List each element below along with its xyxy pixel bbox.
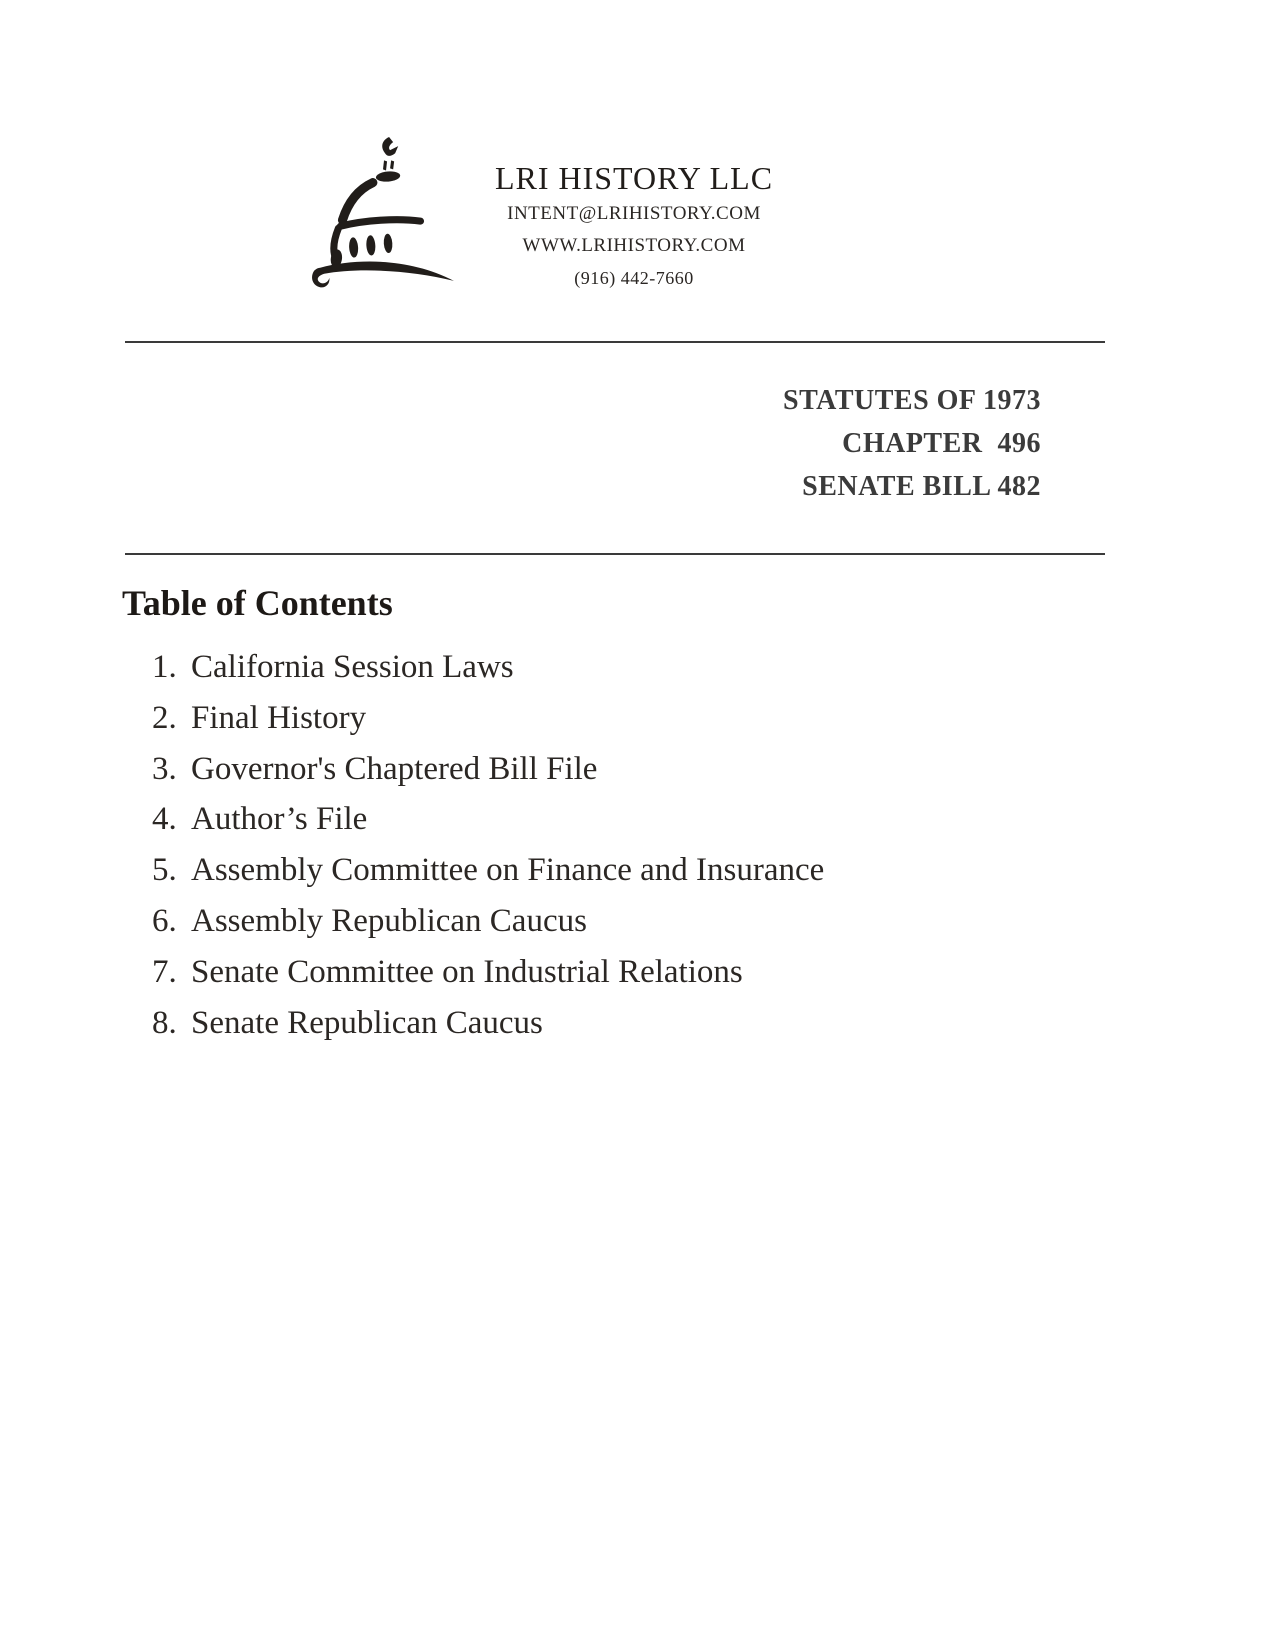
contact-lines <box>495 198 773 294</box>
toc-list <box>152 642 824 1048</box>
toc-item-number: 8. <box>152 1004 177 1041</box>
letterhead <box>495 160 773 294</box>
toc-item <box>152 794 824 845</box>
toc-item <box>152 998 824 1049</box>
toc-item-number: 6. <box>152 902 177 939</box>
toc-item-label: Governor's Chaptered Bill File <box>191 750 598 787</box>
toc-item-number: 4. <box>152 801 177 838</box>
toc-heading: Table of Contents <box>122 583 393 623</box>
toc-item-label: Final History <box>191 699 367 736</box>
toc-item <box>152 896 824 947</box>
phone-line: (916) 442-7660 <box>574 268 694 288</box>
divider-bottom <box>125 553 1105 555</box>
toc-item <box>152 744 824 795</box>
capitol-dome-logo-icon <box>308 136 458 290</box>
email-line: INTENT@LRIHISTORY.COM <box>507 203 761 224</box>
divider-top <box>125 341 1105 343</box>
toc-item <box>152 845 824 896</box>
chapter-line: CHAPTER 496 <box>842 428 1041 459</box>
toc-item <box>152 642 824 693</box>
toc-item-label: Senate Committee on Industrial Relations <box>191 953 743 990</box>
toc-item <box>152 947 824 998</box>
bill-reference-block <box>783 379 1041 508</box>
toc-item-number: 5. <box>152 852 177 889</box>
toc-item-number: 1. <box>152 649 177 685</box>
toc-item-number: 7. <box>152 953 177 990</box>
toc-item-label: California Session Laws <box>191 649 514 685</box>
toc-item-number: 2. <box>152 699 177 736</box>
statutes-line: STATUTES OF 1973 <box>783 385 1041 416</box>
toc-item-number: 3. <box>152 750 177 787</box>
toc-item-label: Author’s File <box>191 801 368 838</box>
senate-bill-line: SENATE BILL 482 <box>802 471 1041 502</box>
toc-item <box>152 693 824 744</box>
company-name: LRI HISTORY LLC <box>494 160 774 196</box>
website-line: WWW.LRIHISTORY.COM <box>522 235 746 256</box>
toc-item-label: Senate Republican Caucus <box>191 1004 543 1041</box>
toc-item-label: Assembly Republican Caucus <box>191 902 587 939</box>
toc-item-label: Assembly Committee on Finance and Insurance <box>191 852 825 889</box>
